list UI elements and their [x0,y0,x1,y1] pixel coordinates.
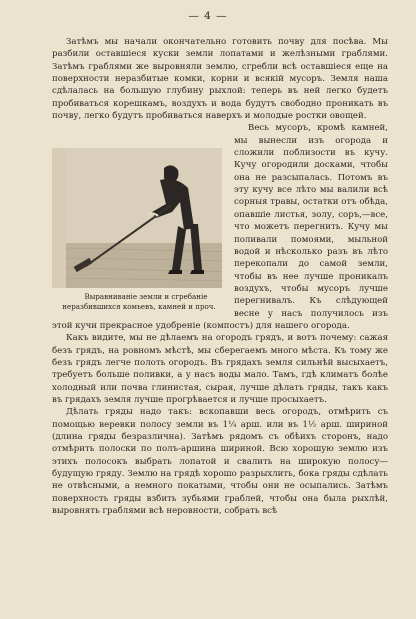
paragraph-4: Дѣлать гряды надо такъ: вскопавши весь огородъ, отмѣрить съ помощью веревки полосу земли въ 1¼ арш. или въ 1½ арш. шириной (длина гряды безразлична). Затѣмъ рядомъ съ обѣихъ сторонъ, надо отмѣрить полоски по полъ-аршина шириной. Всю хорошую землю изъ этихъ полосокъ выбрать лопатой и свалить на широкую полосу—будущую гряду. Землю на грядѣ хорошо разрыхлить, бока гряды сдѣлать не отвѣсными, а немного покатыми, чтобы они не осыпались. Затѣмъ поверхность гряды взбить зубьями граблей, чтобы она была рыхлѣй, выровнять граблями всѣ неровности, собрать всѣ [52,407,388,517]
illustration-block [52,148,226,311]
paragraph-1: Затѣмъ мы начали окончательно готовить почву для посѣва. Мы разбили оставшіеся куски земли лопатами и желѣзными граблями. Затѣмъ граблями же выровняли землю, сгребли всѣ оставшіеся еще на поверхности неразбитые комки, корни и всякій мусоръ. Земля наша сдѣлалась на большую глубину рыхлой: теперь въ ней легко будетъ пробиваться корешкамъ, воздухъ и вода будутъ свободно проникать въ почву, легко будутъ пробиваться наверхъ и молодые ростки овощей. [52,37,388,122]
paragraph-3: Какъ видите, мы не дѣлаемъ на огородъ грядъ, и вотъ почему: сажая безъ грядъ, на ровномъ мѣстѣ, мы сберегаемъ много мѣста. Къ тому же безъ грядъ легче полоть огородъ. Въ грядахъ земля сильнѣй высыхаетъ, требуетъ больше поливки, а у насъ воды мало. Тамъ, гдѣ климатъ болѣе холодный или почва глинистая, сырая, лучше дѣлать гряды, такъ какъ въ грядахъ земля лучше прогрѣвается и лучше просыхаетъ. [52,333,388,405]
illustration-gardener [52,148,222,288]
page-number: — 4 — [188,10,228,22]
text-column [52,36,388,517]
illustration-caption: Выравниваніе земли и сгребаніе неразбившихся комьевъ, камней и проч. [62,292,216,311]
paragraph-2: Выравниваніе земли и сгребаніе неразбившихся комьевъ, камней и проч. Весь мусоръ, кромѣ камней, мы вынесли изъ огорода и сложили поблизости въ кучу. Кучу огородили досками, чтобы она не разсыпалась. Потомъ въ эту кучу все лѣто мы валили всѣ сорныя травы, остатки отъ обѣда, опавшіе листья, золу, соръ,—все, что можетъ перегнить. Кучу мы поливали помоями, мыльной водой и нѣсколько разъ въ лѣто перекопали до самой земли, чтобы въ нее лучше проникалъ воздухъ, чтобы мусоръ лучше перегнивалъ. Къ слѣдующей весне у насъ получилось изъ этой кучи прекрасное удобреніе (компостъ) для нашего огорода. [52,123,388,331]
gardener-raking-icon [66,148,222,288]
